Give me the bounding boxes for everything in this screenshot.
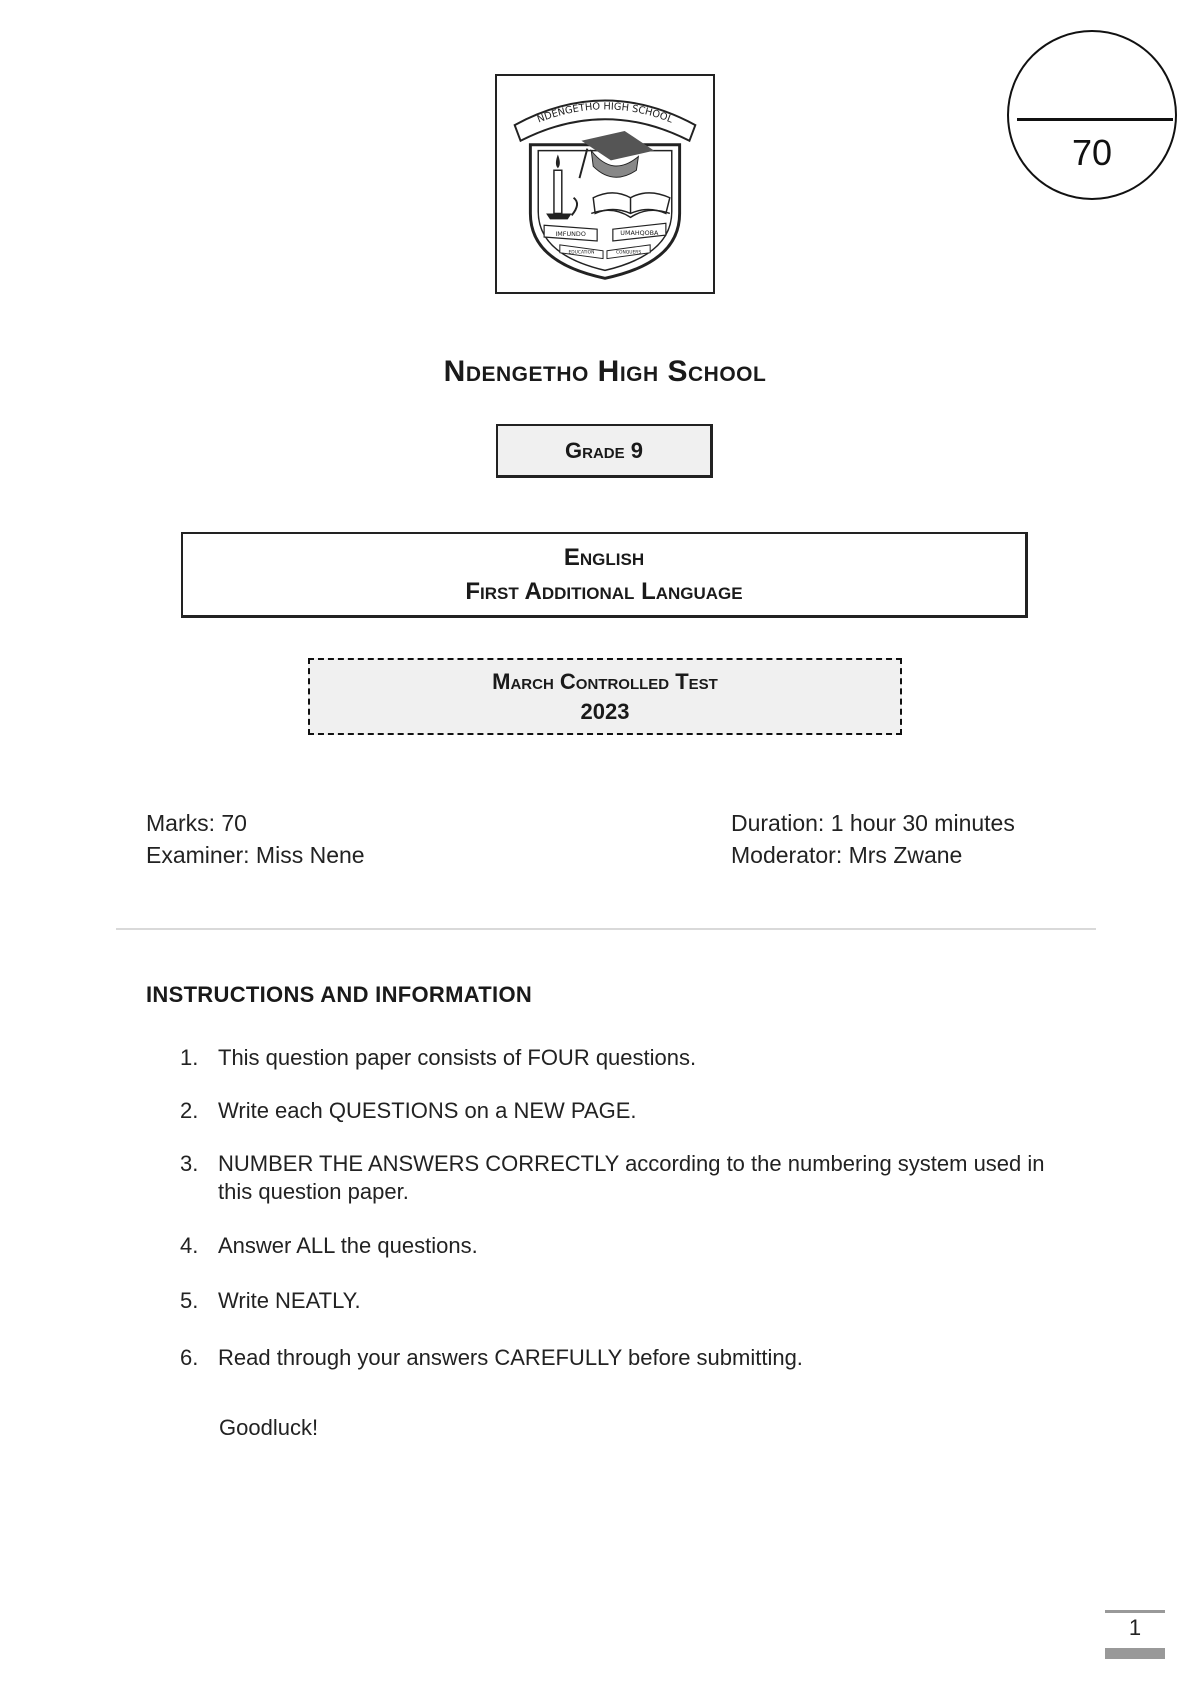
svg-text:UMAHQOBA: UMAHQOBA	[620, 229, 659, 238]
test-box	[308, 658, 902, 735]
duration-info: Duration: 1 hour 30 minutes	[731, 810, 1015, 836]
instruction-item	[180, 1044, 1060, 1072]
instruction-text: Write each QUESTIONS on a NEW PAGE.	[218, 1098, 637, 1123]
subject-line-2: First Additional Language	[465, 577, 743, 605]
grade-box	[496, 424, 713, 478]
instruction-item	[180, 1097, 1060, 1125]
test-name: March Controlled Test	[492, 668, 718, 694]
school-name-heading: Ndengetho High School	[443, 355, 767, 388]
instruction-item	[180, 1150, 1060, 1206]
svg-text:IMFUNDO: IMFUNDO	[555, 230, 586, 239]
instruction-text: Write NEATLY.	[218, 1288, 361, 1313]
marks-info: Marks: 70	[146, 810, 247, 836]
score-fraction-line	[1017, 118, 1173, 121]
closing-message: Goodluck!	[219, 1415, 319, 1440]
instruction-item	[180, 1344, 1060, 1372]
subject-line-1: English	[563, 543, 645, 571]
instruction-item	[180, 1287, 1060, 1315]
instruction-text: This question paper consists of FOUR questions.	[218, 1045, 697, 1070]
svg-text:NDENGETHO HIGH SCHOOL: NDENGETHO HIGH SCHOOL	[535, 101, 675, 126]
svg-text:CONQUERS: CONQUERS	[615, 250, 642, 256]
marks-score-circle	[1007, 30, 1177, 200]
instruction-number: 6.	[180, 1345, 199, 1370]
crest-shield-icon	[497, 76, 713, 292]
meta-right-column	[731, 807, 1015, 871]
instruction-text: Read through your answers CAREFULLY before submitting.	[218, 1345, 803, 1370]
page-number-rule	[1105, 1610, 1165, 1613]
test-year: 2023	[580, 698, 630, 724]
examiner-info: Examiner: Miss Nene	[146, 842, 365, 868]
instruction-text: Answer ALL the questions.	[218, 1233, 478, 1258]
svg-text:EDUCATION: EDUCATION	[568, 250, 595, 256]
instruction-number: 2.	[180, 1098, 199, 1123]
school-crest-logo	[495, 74, 715, 294]
grade-label: Grade 9	[565, 437, 643, 463]
marks-total: 70	[1071, 132, 1113, 173]
page-number-bar	[1105, 1648, 1165, 1659]
subject-box	[181, 532, 1028, 618]
instruction-number: 4.	[180, 1233, 199, 1258]
meta-left-column	[146, 807, 365, 871]
section-divider	[116, 928, 1096, 930]
instruction-number: 3.	[180, 1151, 199, 1176]
moderator-info: Moderator: Mrs Zwane	[731, 842, 963, 868]
instruction-item	[180, 1232, 1060, 1260]
instruction-text: NUMBER THE ANSWERS CORRECTLY according to the numbering system used in this question paper.	[218, 1151, 1045, 1204]
instructions-heading: INSTRUCTIONS AND INFORMATION	[146, 982, 533, 1007]
instruction-number: 1.	[180, 1045, 199, 1070]
instruction-number: 5.	[180, 1288, 199, 1313]
page-number: 1	[1128, 1615, 1142, 1640]
